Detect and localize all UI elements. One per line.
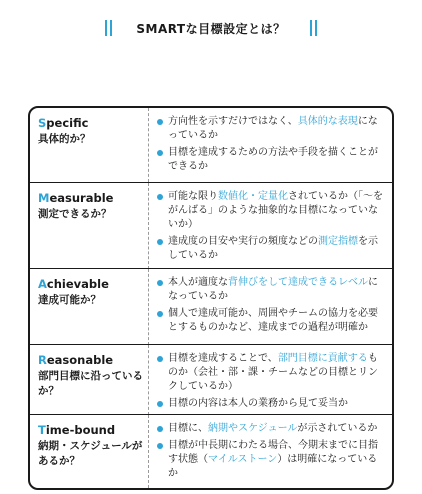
checklist bbox=[156, 345, 384, 415]
criterion-word: Achievable bbox=[38, 277, 109, 291]
criterion-cell bbox=[30, 269, 148, 345]
column-divider bbox=[148, 183, 149, 269]
title-left-bars bbox=[105, 20, 112, 36]
row-time-bound bbox=[30, 414, 392, 490]
row-reasonable bbox=[30, 344, 392, 415]
highlight-text: マイルストーン bbox=[208, 454, 278, 465]
highlight-text: 数値化・定量化 bbox=[218, 191, 288, 202]
title-right-bars bbox=[310, 20, 317, 36]
criterion-question: 納期・スケジュールがあるか？ bbox=[38, 440, 143, 467]
criterion-cell bbox=[30, 108, 148, 182]
checklist-item: 達成度の目安や実行の頻度などの測定指標を示しているか bbox=[156, 235, 384, 263]
column-divider bbox=[148, 415, 149, 490]
title-area bbox=[0, 17, 422, 39]
checklist-item: 目標を達成するための方法や手段を描くことができるか bbox=[156, 146, 384, 174]
checklist-item: 方向性を示すだけではなく、具体的な表現になっているか bbox=[156, 115, 384, 143]
checklist-item: 目標が中長期にわたる場合、今期末までに目指す状態（マイルストーン）は明確になっているか bbox=[156, 439, 384, 481]
column-divider bbox=[148, 345, 149, 415]
checklist-item: 可能な限り数値化・定量化されているか（「～をがんばる」のような抽象的な目標になっていないか） bbox=[156, 190, 384, 232]
criterion-word: Reasonable bbox=[38, 353, 114, 367]
checklist-item: 目標の内容は本人の業務から見て妥当か bbox=[156, 397, 384, 411]
checklist-item: 目標に、納期やスケジュールが示されているか bbox=[156, 422, 384, 436]
criterion-word: Specific bbox=[38, 116, 89, 130]
highlight-text: 測定指標 bbox=[318, 236, 358, 247]
highlight-text: 納期やスケジュール bbox=[208, 423, 298, 434]
column-divider bbox=[148, 108, 149, 182]
criterion-question: 測定できるか？ bbox=[38, 208, 112, 220]
highlight-text: 具体的な表現 bbox=[297, 116, 358, 127]
criterion-cell bbox=[30, 415, 148, 490]
checklist bbox=[156, 269, 384, 345]
checklist-item: 目標を達成することで、部門目標に貢献するものか（会社・部・課・チームなどの目標とリンクしているか） bbox=[156, 352, 384, 394]
highlight-text: 部門目標に貢献する bbox=[277, 353, 368, 364]
row-achievable bbox=[30, 268, 392, 345]
row-measurable bbox=[30, 182, 392, 269]
column-divider bbox=[148, 269, 149, 345]
criterion-question: 具体的か？ bbox=[38, 133, 91, 145]
checklist bbox=[156, 183, 384, 269]
criterion-cell bbox=[30, 183, 148, 269]
page-title: SMARTな目標設定とは？ bbox=[136, 21, 286, 36]
criterion-word: Measurable bbox=[38, 191, 114, 205]
checklist-item: 個人で達成可能か、周囲やチームの協力を必要とするものかなど、達成までの過程が明確か bbox=[156, 307, 384, 335]
criterion-question: 部門目標に沿っているか？ bbox=[38, 370, 143, 397]
highlight-text: 背伸びをして達成できるレベル bbox=[228, 277, 368, 288]
checklist bbox=[156, 108, 384, 182]
checklist bbox=[156, 415, 384, 490]
criterion-cell bbox=[30, 345, 148, 415]
criterion-word: Time-bound bbox=[38, 423, 116, 437]
checklist-item: 本人が適度な背伸びをして達成できるレベルになっているか bbox=[156, 276, 384, 304]
smart-table bbox=[28, 106, 394, 490]
row-specific bbox=[30, 108, 392, 182]
criterion-question: 達成可能か？ bbox=[38, 294, 101, 306]
